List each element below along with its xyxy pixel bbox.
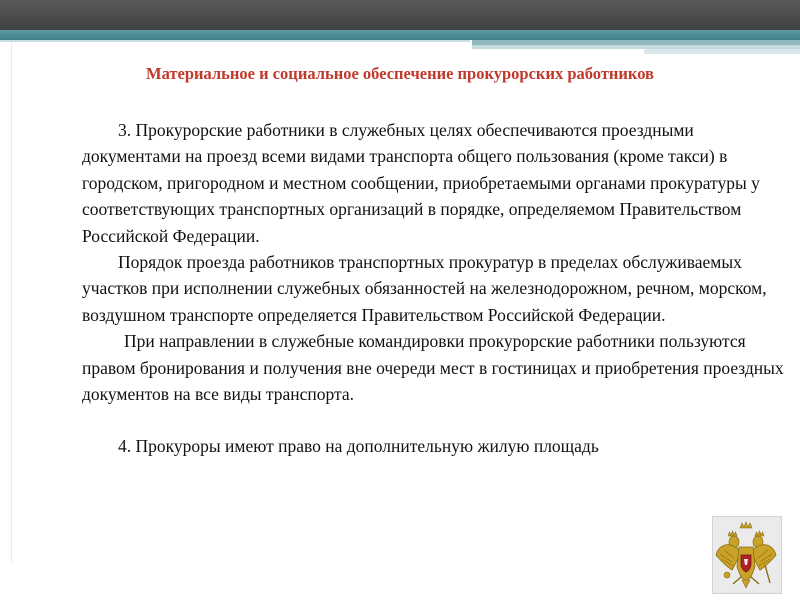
paragraph-spacer (82, 407, 794, 433)
header-accent-bar (644, 49, 800, 54)
slide-body (82, 117, 794, 460)
paragraph-item-3: 3. Прокурорские работники в служебных целях обеспечиваются проездными документами на проезд всеми видами транспорта общего пользования (кроме такси) в городском, пригородном и местном сообщении, приобретаемыми органами прокуратуры у соответствующих транспортных организаций в порядке, определяемом Правительством Российской Федерации. (82, 120, 760, 246)
paragraph-business-trips: При направлении в служебные командировки прокурорские работники пользуются правом бронирования и получения вне очереди мест в гостиницах и приобретения проездных документов на все виды транспорта. (82, 331, 784, 405)
side-accent-line (11, 42, 12, 562)
header-accent-line (0, 40, 470, 42)
slide-title: Материальное и социальное обеспечение прокурорских работников (146, 64, 654, 83)
eagle-emblem-icon (712, 516, 782, 594)
header-dark-band (0, 0, 800, 30)
paragraph-item-4: 4. Прокуроры имеют право на дополнительную жилую площадь (118, 436, 599, 457)
header-teal-band (0, 30, 800, 40)
paragraph-transport-prosecutors: Порядок проезда работников транспортных прокуратур в пределах обслуживаемых участков при исполнении служебных обязанностей на железнодорожном, речном, морском, воздушном транспорте определяется Правительством Российской Федерации. (82, 252, 767, 325)
